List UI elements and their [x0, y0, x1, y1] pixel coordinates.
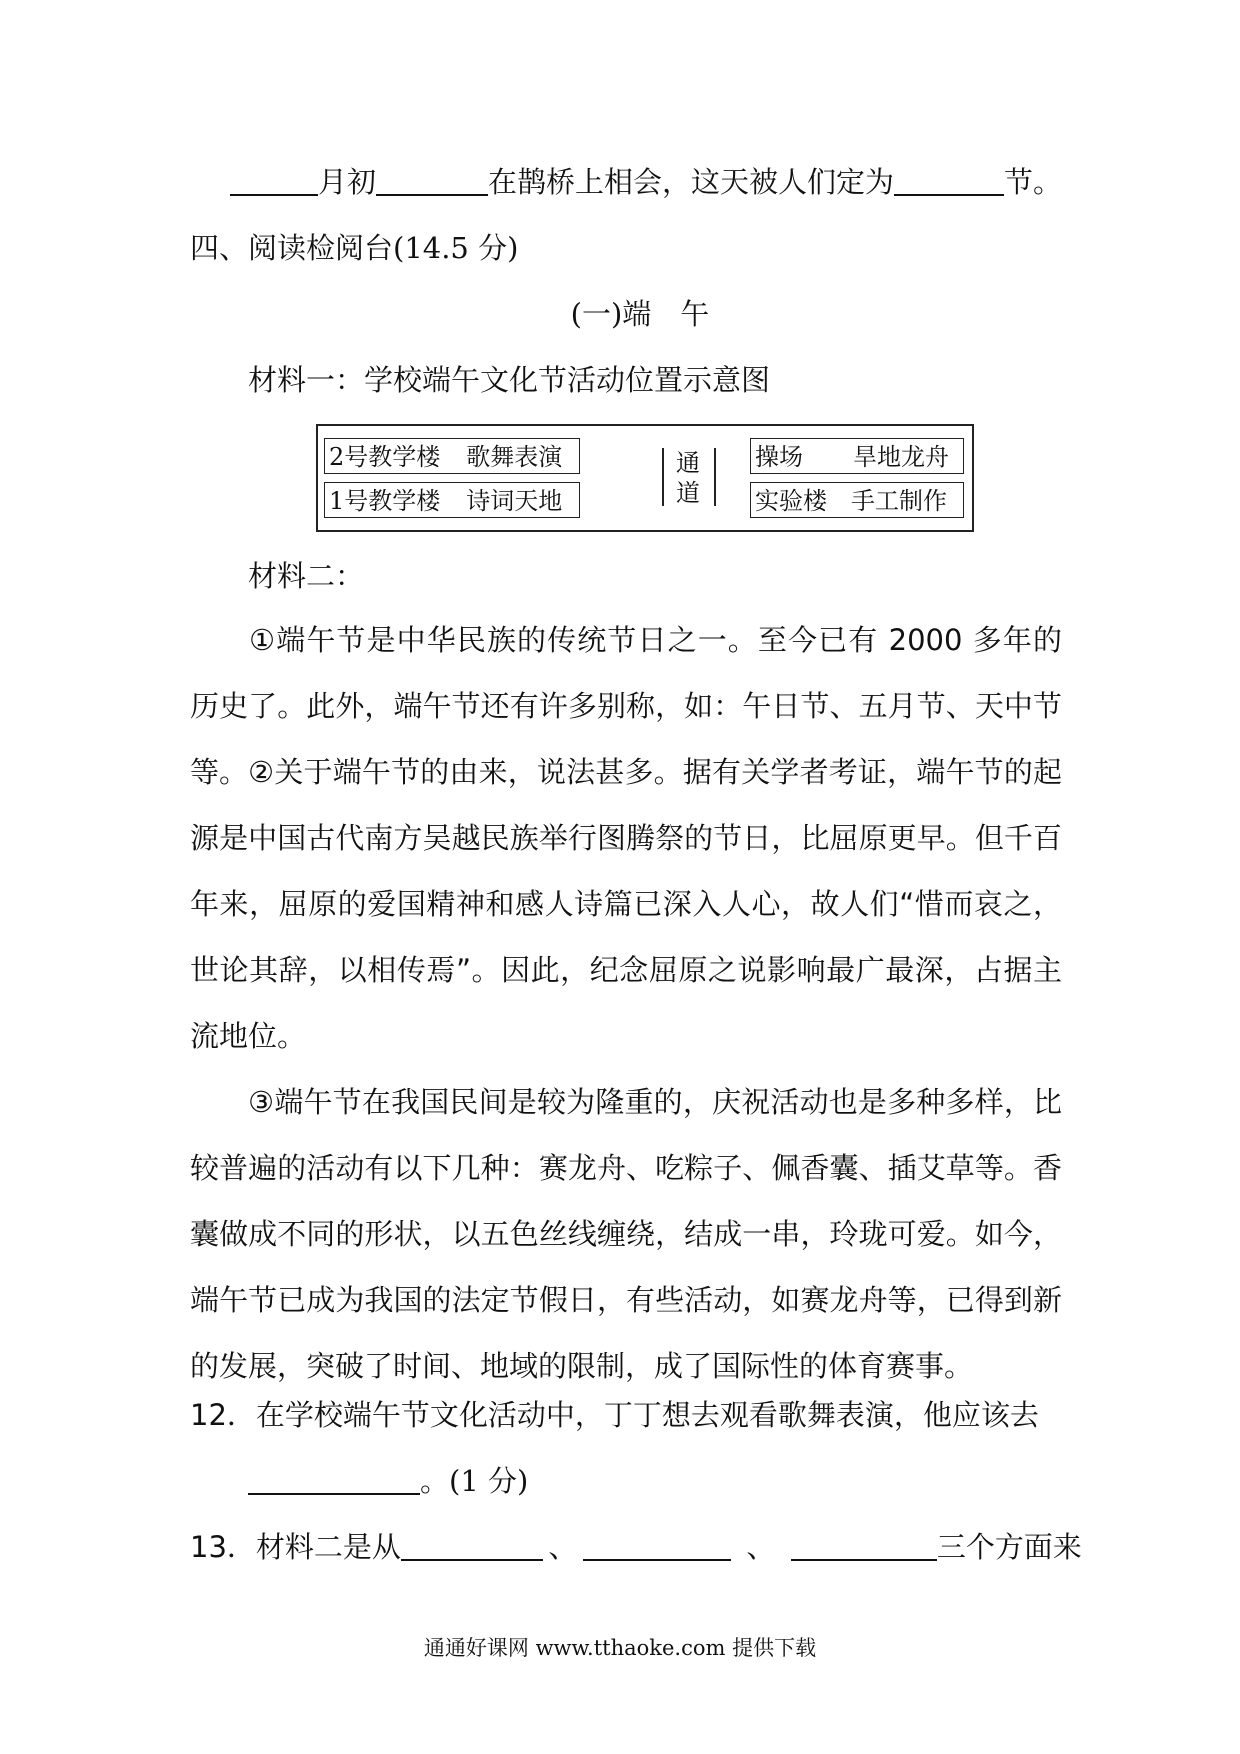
building-name: 实验楼	[755, 487, 827, 515]
separator: 、	[746, 1530, 776, 1564]
question-number: 12．	[190, 1398, 256, 1432]
fill-blank-line	[0, 162, 1240, 202]
separator: 、	[548, 1530, 578, 1564]
activity-name: 旱地龙舟	[853, 443, 949, 471]
material1-title: 学校端午文化节活动位置示意图	[364, 363, 771, 397]
paragraph-3	[190, 1069, 1062, 1399]
question-text: 材料二是从	[255, 1530, 401, 1564]
question-number: 13．	[190, 1530, 256, 1564]
passage-title: (一)端 午	[570, 297, 710, 331]
material2-heading: 材料二：	[248, 559, 365, 593]
question-text: 在学校端午节文化活动中，丁丁想去观看歌舞表演，他应该去	[255, 1398, 1039, 1432]
building-name: 2号教学楼	[329, 443, 441, 471]
footer-credit: 通通好课网 www.tthaoke.com 提供下载	[423, 1636, 817, 1660]
answer-blank[interactable]	[583, 1531, 731, 1561]
activity-name: 诗词天地	[466, 487, 563, 515]
text-segment: 月初	[318, 165, 377, 199]
answer-blank[interactable]	[401, 1531, 543, 1561]
text-segment: 在鹊桥上相会，这天被人们定为	[488, 165, 895, 199]
question-tail: 。(1 分)	[420, 1464, 529, 1498]
answer-blank[interactable]	[791, 1531, 937, 1561]
building-name: 1号教学楼	[329, 487, 441, 515]
question-13	[190, 1527, 1240, 1567]
material1-heading	[248, 360, 1240, 400]
diagram-cell-left-top	[324, 438, 580, 474]
question-12-answer-line	[248, 1461, 1240, 1501]
activity-name: 歌舞表演	[466, 443, 563, 471]
answer-blank[interactable]	[376, 166, 488, 196]
diagram-cell-right-top	[750, 438, 964, 474]
answer-blank[interactable]	[248, 1465, 420, 1495]
section-title: 四、阅读检阅台(14.5 分)	[190, 231, 519, 265]
answer-blank[interactable]	[894, 166, 1004, 196]
passage-label	[670, 448, 706, 508]
material1-label: 材料一：	[248, 363, 365, 397]
location-diagram	[316, 424, 974, 532]
passage-char: 道	[676, 479, 700, 507]
building-name: 操场	[755, 443, 803, 471]
question-12	[190, 1395, 1240, 1435]
paragraph-text: ③端午节在我国民间是较为隆重的，庆祝活动也是多种多样，比较普遍的活动有以下几种：赛龙舟、吃粽子、佩香囊、插艾草等。香囊做成不同的形状，以五色丝线缠绕，结成一串，玲珑可爱。如今，端午节已成为我国的法定节假日，有些活动，如赛龙舟等，已得到新的发展，突破了时间、地域的限制，成了国际性的体育赛事。	[190, 1085, 1062, 1383]
paragraph-2	[190, 739, 1062, 1069]
diagram-cell-right-bottom	[750, 482, 964, 518]
text-segment: 节。	[1004, 165, 1063, 199]
passage-divider-right	[714, 448, 716, 506]
activity-name: 手工制作	[851, 487, 947, 515]
answer-blank[interactable]	[230, 166, 318, 196]
passage-char: 通	[676, 449, 700, 477]
paragraph-text: ②关于端午节的由来，说法甚多。据有关学者考证，端午节的起源是中国古代南方吴越民族举行图腾祭的节日，比屈原更早。但千百年来，屈原的爱国精神和感人诗篇已深入人心，故人们“惜而哀之，世论其辞，以相传焉”。因此，纪念屈原之说影响最广最深，占据主流地位。	[190, 755, 1062, 1053]
question-text: 三个方面来	[936, 1530, 1082, 1564]
diagram-cell-left-bottom	[324, 482, 580, 518]
paragraph-text: ①端午节是中华民族的传统节日之一。至今已有 2000 多年的历史了。此外，端午节还有许多别称，如：午日节、五月节、天中节等。	[190, 623, 1062, 789]
passage-divider-left	[662, 448, 664, 506]
